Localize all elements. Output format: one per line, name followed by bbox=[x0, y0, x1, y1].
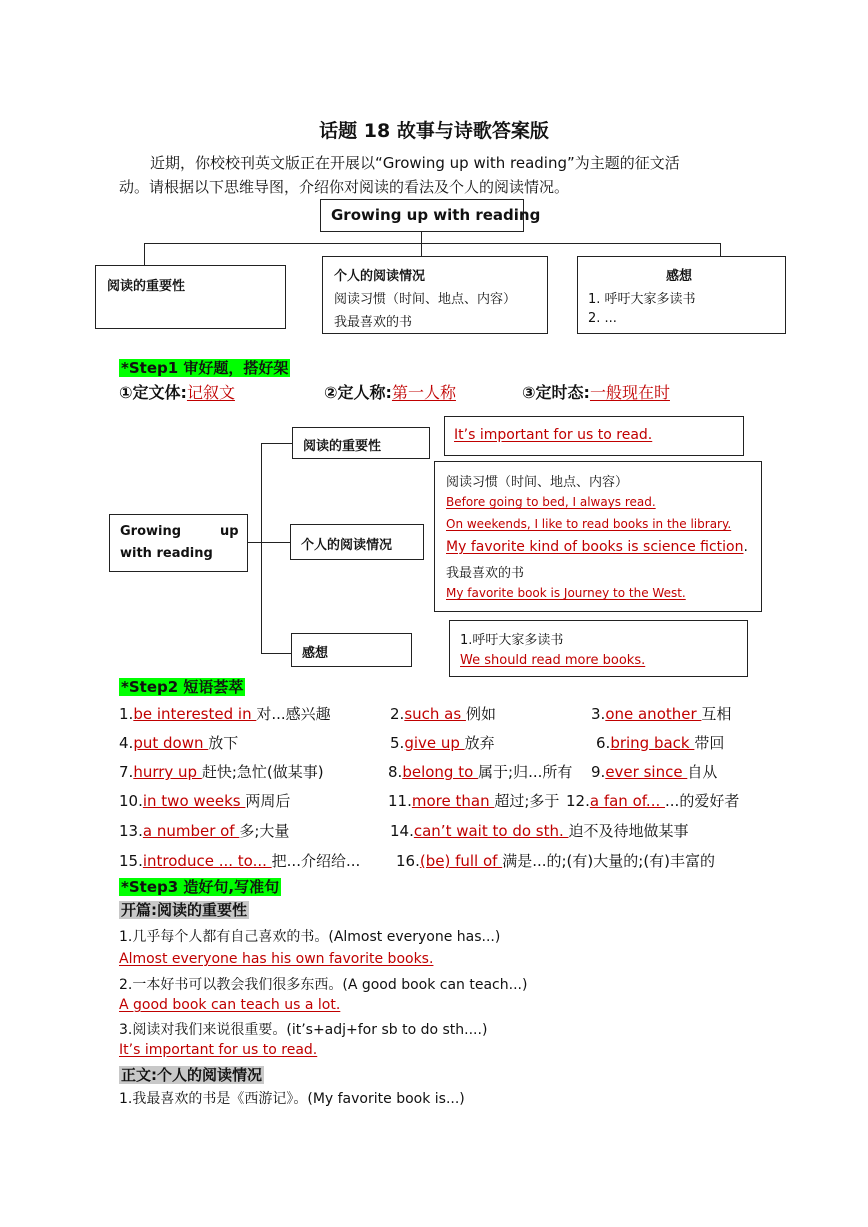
map2-node-thoughts-label: 感想 bbox=[302, 646, 329, 661]
map1-root-box bbox=[320, 199, 541, 232]
phrase-chinese: 带回 bbox=[694, 734, 725, 752]
step1-heading bbox=[119, 357, 290, 378]
phrase-chinese: 自从 bbox=[687, 763, 718, 781]
map1-left-label: 阅读的重要性 bbox=[107, 279, 186, 294]
map2-habit-sentence-3: My favorite kind of books is science fiction bbox=[446, 539, 744, 555]
phrase-chinese: 属于;归...所有 bbox=[478, 763, 573, 781]
phrase-item bbox=[396, 850, 715, 871]
step3-section-1 bbox=[119, 899, 249, 920]
step3-answer-1: Almost everyone has his own favorite books. bbox=[119, 951, 434, 967]
step3-section-1-text: 开篇:阅读的重要性 bbox=[121, 901, 247, 919]
phrase-item bbox=[566, 790, 739, 811]
phrase-english: be interested in bbox=[133, 705, 257, 723]
step1-genre bbox=[119, 380, 273, 403]
map1-mid-line-2: 我最喜欢的书 bbox=[334, 315, 413, 330]
step3-heading bbox=[119, 876, 281, 897]
step3-question-4: 1.我最喜欢的书是《西游记》。(My favorite book is...) bbox=[119, 1091, 465, 1107]
phrase-item bbox=[591, 761, 717, 782]
phrase-english: a fan of... bbox=[589, 792, 666, 810]
map2-habit-heading: 阅读习惯（时间、地点、内容） bbox=[446, 475, 629, 490]
map2-answer-importance-text: It’s important for us to read. bbox=[454, 427, 653, 443]
map2-favbook-sentence: My favorite book is Journey to the West. bbox=[446, 586, 686, 600]
intro-line-2: 动。请根据以下思维导图，介绍你对阅读的看法及个人的阅读情况。 bbox=[119, 178, 570, 196]
step3-section-2 bbox=[119, 1064, 264, 1085]
phrase-item bbox=[596, 732, 724, 753]
phrase-item bbox=[119, 703, 331, 724]
map1-left-box bbox=[95, 265, 286, 329]
phrase-english: such as bbox=[404, 705, 466, 723]
phrase-number: 4. bbox=[119, 734, 134, 752]
phrase-english: put down bbox=[133, 734, 209, 752]
step3-question-3: 3.阅读对我们来说很重要。(it’s+adj+for sb to do sth....) bbox=[119, 1022, 488, 1038]
phrase-item bbox=[390, 820, 689, 841]
person-label: ②定人称: bbox=[324, 383, 392, 402]
phrase-english: introduce ... to... bbox=[142, 852, 272, 870]
phrase-chinese: 例如 bbox=[465, 705, 496, 723]
page-title: 话题 18 故事与诗歌答案版 bbox=[319, 120, 549, 142]
map2-habit-sentence-2: On weekends, I like to read books in the library. bbox=[446, 517, 732, 531]
phrase-item bbox=[119, 761, 324, 782]
phrase-chinese: 对...感兴趣 bbox=[256, 705, 331, 723]
step3-question-2: 2.一本好书可以教会我们很多东西。(A good book can teach...) bbox=[119, 977, 528, 993]
map2-habit-sentence-3-dot: . bbox=[743, 539, 748, 555]
map2-node-thoughts bbox=[291, 633, 412, 667]
phrase-number: 13. bbox=[119, 822, 143, 840]
map1-right-line-1: 1. 呼吁大家多读书 bbox=[588, 292, 696, 307]
phrase-number: 16. bbox=[396, 852, 420, 870]
phrase-english: in two weeks bbox=[142, 792, 246, 810]
step3-heading-text: *Step3 造好句,写准句 bbox=[121, 878, 280, 896]
step3-answer-3: It’s important for us to read. bbox=[119, 1042, 318, 1058]
map2-node-personal bbox=[290, 524, 424, 560]
phrase-chinese: 两周后 bbox=[245, 792, 291, 810]
phrase-number: 3. bbox=[591, 705, 606, 723]
map2-node-importance bbox=[292, 427, 430, 459]
phrase-chinese: 放下 bbox=[208, 734, 239, 752]
phrase-number: 1. bbox=[119, 705, 134, 723]
map2-habit-sentence-3-row bbox=[446, 539, 748, 555]
phrase-number: 2. bbox=[390, 705, 405, 723]
intro-line-1: 近期，你校校刊英文版正在开展以“Growing up with reading”为主题的征文活 bbox=[150, 154, 680, 172]
map1-right-line-2: 2. ... bbox=[588, 311, 617, 326]
map2-thoughts-sentence: We should read more books. bbox=[460, 653, 646, 668]
map2-root-line-1b: up bbox=[220, 524, 239, 539]
phrase-number: 7. bbox=[119, 763, 134, 781]
map2-answer-importance bbox=[444, 416, 744, 456]
map1-right-title: 感想 bbox=[666, 269, 693, 284]
map2-habit-sentence-1: Before going to bed, I always read. bbox=[446, 495, 656, 509]
phrase-item bbox=[390, 732, 495, 753]
step3-answer-2: A good book can teach us a lot. bbox=[119, 997, 341, 1013]
map2-root-box bbox=[109, 514, 248, 572]
phrase-english: bring back bbox=[610, 734, 695, 752]
phrase-item bbox=[388, 761, 572, 782]
map1-mid-line-1: 阅读习惯（时间、地点、内容） bbox=[334, 292, 517, 307]
phrase-english: belong to bbox=[402, 763, 479, 781]
phrase-chinese: 迫不及待地做某事 bbox=[568, 822, 689, 840]
step1-person bbox=[324, 380, 456, 403]
step3-section-2-text: 正文:个人的阅读情况 bbox=[121, 1066, 262, 1084]
phrase-item bbox=[390, 703, 496, 724]
map1-mid-title: 个人的阅读情况 bbox=[334, 269, 426, 284]
phrase-chinese: 满是...的;(有)大量的;(有)丰富的 bbox=[502, 852, 716, 870]
tense-label: ③定时态: bbox=[522, 383, 590, 402]
step2-heading bbox=[119, 676, 245, 697]
map1-mid-box bbox=[322, 256, 548, 334]
map1-connector bbox=[421, 232, 422, 243]
phrase-chinese: 互相 bbox=[701, 705, 732, 723]
phrase-item bbox=[119, 732, 238, 753]
phrase-number: 6. bbox=[596, 734, 611, 752]
phrase-number: 8. bbox=[388, 763, 403, 781]
map1-connector bbox=[144, 243, 721, 244]
map2-node-importance-label: 阅读的重要性 bbox=[303, 439, 382, 454]
phrase-number: 12. bbox=[566, 792, 590, 810]
phrase-number: 11. bbox=[388, 792, 412, 810]
phrase-number: 14. bbox=[390, 822, 414, 840]
map2-node-personal-label: 个人的阅读情况 bbox=[301, 538, 393, 553]
map2-answer-thoughts bbox=[449, 620, 748, 677]
phrase-chinese: 超过;多于 bbox=[494, 792, 560, 810]
phrase-number: 10. bbox=[119, 792, 143, 810]
map2-thoughts-heading: 1.呼吁大家多读书 bbox=[460, 633, 564, 648]
phrase-english: give up bbox=[404, 734, 465, 752]
phrase-item bbox=[119, 790, 290, 811]
phrase-english: can’t wait to do sth. bbox=[413, 822, 569, 840]
map2-connector bbox=[248, 542, 292, 543]
tense-value: 一般现在时 bbox=[589, 383, 670, 402]
phrase-chinese: ...的爱好者 bbox=[665, 792, 740, 810]
map1-connector bbox=[421, 243, 422, 256]
map2-connector bbox=[261, 443, 262, 654]
phrase-item bbox=[388, 790, 559, 811]
phrase-english: hurry up bbox=[133, 763, 202, 781]
phrase-english: a number of bbox=[142, 822, 240, 840]
phrase-chinese: 放弃 bbox=[464, 734, 495, 752]
map2-root-line-2: with reading bbox=[120, 546, 213, 561]
map1-connector bbox=[144, 243, 145, 265]
phrase-english: more than bbox=[411, 792, 495, 810]
map2-root-line-1: Growing bbox=[120, 524, 182, 539]
genre-value: 记叙文 bbox=[186, 383, 235, 402]
phrase-english: one another bbox=[605, 705, 702, 723]
genre-label: ①定文体: bbox=[119, 383, 187, 402]
map2-answer-personal bbox=[434, 461, 762, 612]
person-value: 第一人称 bbox=[391, 383, 456, 402]
phrase-chinese: 赶快;急忙(做某事) bbox=[201, 763, 324, 781]
phrase-item bbox=[119, 850, 360, 871]
map2-connector bbox=[261, 653, 292, 654]
phrase-number: 15. bbox=[119, 852, 143, 870]
phrase-number: 5. bbox=[390, 734, 405, 752]
map1-right-box bbox=[577, 256, 786, 334]
map1-root-label: Growing up with reading bbox=[331, 206, 541, 224]
phrase-item bbox=[119, 820, 289, 841]
map2-favbook-heading: 我最喜欢的书 bbox=[446, 566, 525, 581]
phrase-english: ever since bbox=[605, 763, 688, 781]
step1-heading-text: *Step1 审好题，搭好架 bbox=[121, 359, 289, 377]
step3-question-1: 1.几乎每个人都有自己喜欢的书。(Almost everyone has...) bbox=[119, 929, 501, 945]
phrase-chinese: 多;大量 bbox=[239, 822, 290, 840]
step2-heading-text: *Step2 短语荟萃 bbox=[121, 678, 244, 696]
phrase-english: (be) full of bbox=[419, 852, 503, 870]
map2-connector bbox=[261, 443, 292, 444]
phrase-chinese: 把...介绍给... bbox=[271, 852, 361, 870]
phrase-number: 9. bbox=[591, 763, 606, 781]
phrase-item bbox=[591, 703, 731, 724]
step1-tense bbox=[522, 380, 696, 403]
